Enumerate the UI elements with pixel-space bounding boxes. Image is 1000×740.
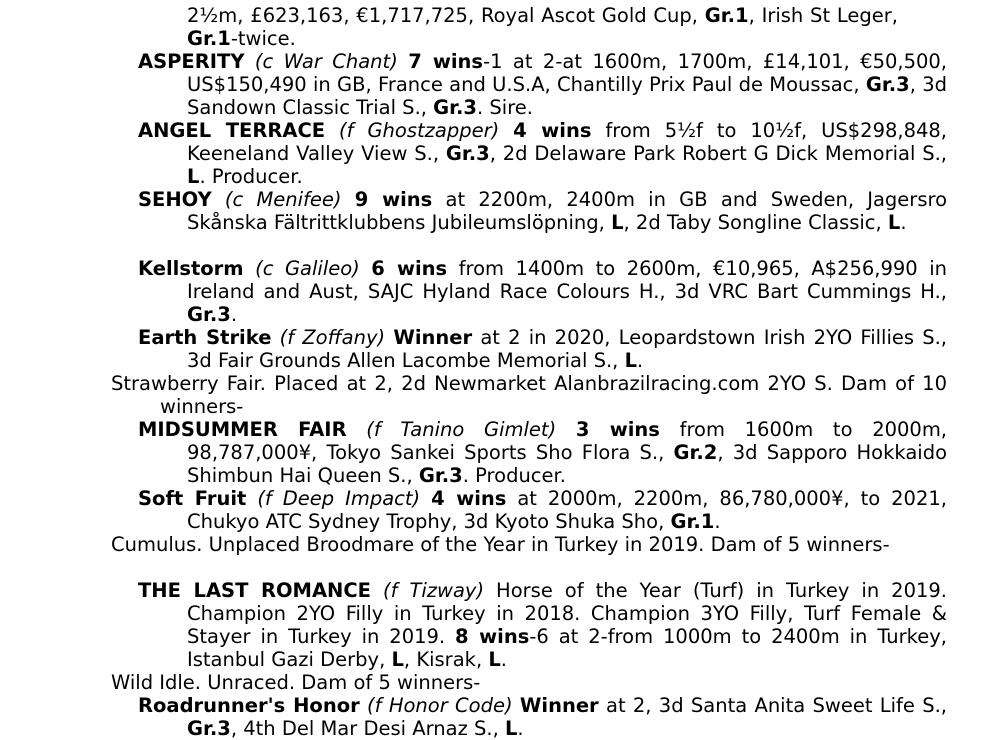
entry-text: , 3d Sapporo Hokkaido Shimbun Hai Queen S.,: [187, 441, 948, 487]
horse-name: Earth Strike: [138, 326, 272, 349]
entry-text: from 1400m to 2600m, €10,965, A$256,990 in Ireland and Aust, SAJC Hyland Race Colours H., 3d VRC Bart Cummings H.,: [187, 257, 947, 303]
entry-text: from 1600m to 2000m, 98,787,000¥, Tokyo Sankei Sports Sho Flora S.,: [187, 418, 948, 464]
progeny-entry-soft-fruit: [138, 487, 947, 533]
dam-entry-cumulus: Cumulus. Unplaced Broodmare of the Year in Turkey in 2019. Dam of 5 winners-: [111, 533, 890, 556]
win-count: 4 wins: [513, 119, 592, 142]
grade: L: [488, 648, 501, 671]
entry-text: from 5½f to 10½f, US$298,848, Keeneland Valley View S.,: [187, 119, 947, 165]
win-count: 7 wins: [408, 50, 484, 73]
win-count: 4 wins: [431, 487, 507, 510]
grade: L: [887, 211, 901, 234]
entry-text: . Producer.: [199, 165, 303, 188]
horse-name: Roadrunner's Honor: [138, 694, 360, 717]
grade: Gr.3: [187, 303, 231, 326]
entry-text: at 2, 3d Santa Anita Sweet Life S.,: [598, 694, 947, 717]
horse-pedigree: (f Deep Impact): [257, 487, 421, 510]
entry-text: at 2 in 2020, Leopardstown Irish 2YO Fillies S., 3d Fair Grounds Allen Lacombe Memorial S.,: [187, 326, 948, 372]
progeny-entry-earth-strike: [138, 326, 947, 372]
grade: Gr.3: [445, 142, 490, 165]
entry-text: . Producer.: [462, 464, 566, 487]
horse-name: Soft Fruit: [138, 487, 247, 510]
horse-pedigree: (f Honor Code): [367, 694, 513, 717]
win-count: Winner: [519, 694, 599, 717]
horse-name: SEHOY: [138, 188, 212, 211]
progeny-entry-midsummer-fair: [138, 418, 947, 487]
horse-pedigree: (f Ghostzapper): [339, 119, 500, 142]
horse-pedigree: (f Zoffany): [279, 326, 386, 349]
win-count: Winner: [393, 326, 473, 349]
grade: L: [504, 717, 518, 740]
entry-text: .: [900, 211, 907, 234]
horse-pedigree: (c Galileo): [255, 257, 360, 280]
entry-text: .: [637, 349, 644, 372]
entry-text: , 4th Del Mar Desi Arnaz S.,: [230, 717, 505, 740]
grade: Gr.3: [865, 73, 910, 96]
grade: L: [624, 349, 637, 372]
grade: L: [187, 165, 200, 188]
dam-entry-wild-idle: Wild Idle. Unraced. Dam of 5 winners-: [111, 671, 481, 694]
grade: Gr.3: [187, 717, 231, 740]
entry-text: Horse of the Year (Turf) in Turkey in 2019. Champion 2YO Filly in Turkey in 2018. Champion 3YO Filly, Turf Female & Stayer in Turkey in 2019.: [187, 579, 947, 648]
continuation-fragment: 2½m, £623,163, €1,717,725, Royal Ascot Gold Cup, Gr.1, Irish St Leger, Gr.1-twice.: [187, 4, 898, 50]
entry-text: .: [517, 717, 524, 740]
entry-text: , Kisrak,: [403, 648, 489, 671]
grade: Gr.3: [418, 464, 463, 487]
progeny-entry-angel-terrace: [138, 119, 947, 188]
win-count: 8 wins: [455, 625, 530, 648]
win-count: 6 wins: [371, 257, 448, 280]
entry-text: , 3d Sandown Classic Trial S.,: [187, 73, 947, 119]
progeny-entry-kellstorm: [138, 257, 947, 326]
progeny-entry-asperity: [138, 50, 947, 119]
entry-text: .: [230, 303, 238, 326]
win-count: 9 wins: [354, 188, 433, 211]
entry-text: at 2000m, 2200m, 86,780,000¥, to 2021, Chukyo ATC Sydney Trophy, 3d Kyoto Shuka Sho,: [187, 487, 947, 533]
grade: L: [611, 211, 624, 234]
entry-text: at 2200m, 2400m in GB and Sweden, Jagersro Skånska Fältrittklubbens Jubileumslöpning,: [187, 188, 948, 234]
progeny-entry-roadrunners-honor: [138, 694, 947, 740]
progeny-entry-the-last-romance: [138, 579, 947, 671]
grade: Gr.1: [670, 510, 715, 533]
horse-name: Kellstorm: [138, 257, 244, 280]
horse-pedigree: (c Menifee): [224, 188, 342, 211]
grade: Gr.3: [433, 96, 477, 119]
horse-pedigree: (c War Chant): [254, 50, 398, 73]
win-count: 3 wins: [575, 418, 660, 441]
horse-pedigree: (f Tizway): [382, 579, 485, 602]
progeny-entry-sehoy: [138, 188, 947, 234]
horse-name: ANGEL TERRACE: [138, 119, 326, 142]
entry-text: , 2d Taby Songline Classic,: [623, 211, 888, 234]
entry-text: -1 at 2-at 1600m, 1700m, £14,101, €50,500, US$150,490 in GB, France and U.S.A, Chantilly Prix Paul de Moussac,: [187, 50, 947, 96]
entry-text: .: [714, 510, 721, 533]
entry-text: .: [500, 648, 507, 671]
horse-name: ASPERITY: [138, 50, 245, 73]
grade: Gr.2: [673, 441, 718, 464]
entry-text: . Sire.: [477, 96, 533, 119]
dam-entry-strawberry-fair: Strawberry Fair. Placed at 2, 2d Newmarket Alanbrazilracing.com 2YO S. Dam of 10 winners-: [111, 372, 947, 418]
horse-name: MIDSUMMER FAIR: [138, 418, 347, 441]
horse-pedigree: (f Tanino Gimlet): [366, 418, 557, 441]
entry-text: -6 at 2-from 1000m to 2400m in Turkey, Istanbul Gazi Derby,: [187, 625, 948, 671]
grade: L: [391, 648, 404, 671]
horse-name: THE LAST ROMANCE: [138, 579, 371, 602]
entry-text: , 2d Delaware Park Robert G Dick Memorial S.,: [489, 142, 948, 165]
